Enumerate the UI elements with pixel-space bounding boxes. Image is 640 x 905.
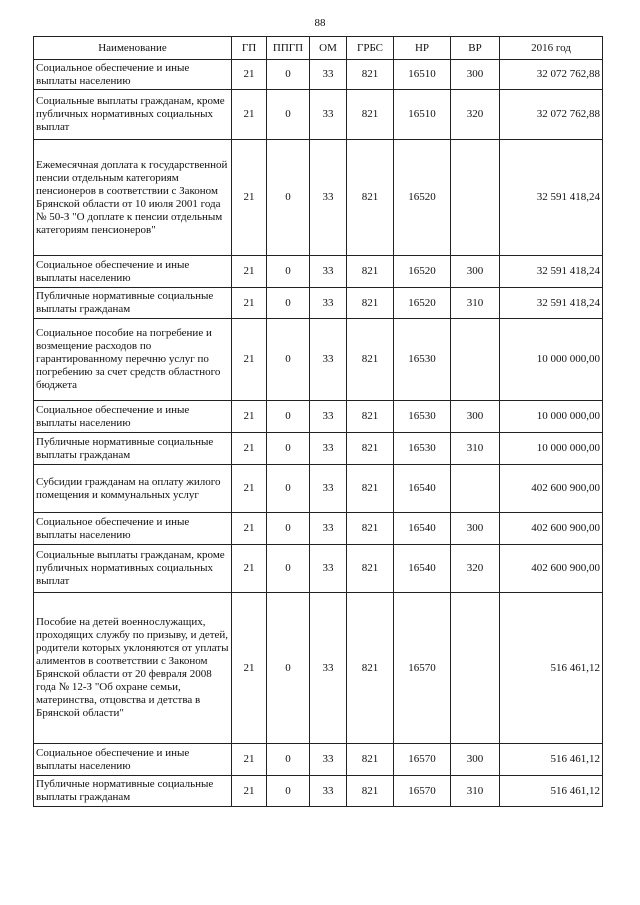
row-amount: 402 600 900,00 [500,513,603,545]
row-ppgp: 0 [267,776,310,807]
table-row [34,288,603,319]
row-vr [451,319,500,401]
row-amount: 516 461,12 [500,593,603,744]
header-om: ОМ [310,37,347,60]
row-ppgp: 0 [267,401,310,433]
row-amount: 10 000 000,00 [500,433,603,465]
row-amount: 10 000 000,00 [500,319,603,401]
row-grbs: 821 [347,288,394,319]
header-nr: НР [394,37,451,60]
row-nr: 16530 [394,401,451,433]
row-name: Субсидии гражданам на оплату жилого помещения и коммунальных услуг [34,465,232,513]
table-row [34,319,603,401]
row-om: 33 [310,465,347,513]
row-nr: 16540 [394,513,451,545]
row-om: 33 [310,140,347,256]
row-om: 33 [310,545,347,593]
row-nr: 16530 [394,433,451,465]
row-name: Пособие на детей военнослужащих, проходящих службу по призыву, и детей, родители которых уклоняются от уплаты алиментов в соответствии с Законом Брянской области от 20 февраля 2008 года № 12-З "Об охране семьи, материнства, отцовства и детства в Брянской области" [34,593,232,744]
budget-table [33,36,603,807]
row-name: Публичные нормативные социальные выплаты гражданам [34,776,232,807]
row-vr: 310 [451,288,500,319]
row-name: Социальное обеспечение и иные выплаты населению [34,256,232,288]
row-vr: 310 [451,433,500,465]
row-name: Публичные нормативные социальные выплаты гражданам [34,288,232,319]
row-vr: 320 [451,545,500,593]
row-grbs: 821 [347,513,394,545]
row-vr: 300 [451,401,500,433]
row-amount: 32 072 762,88 [500,60,603,90]
row-vr: 300 [451,256,500,288]
row-om: 33 [310,776,347,807]
row-nr: 16540 [394,465,451,513]
row-grbs: 821 [347,90,394,140]
row-grbs: 821 [347,319,394,401]
row-vr: 300 [451,744,500,776]
row-amount: 516 461,12 [500,744,603,776]
row-gp: 21 [232,256,267,288]
row-name: Социальное обеспечение и иные выплаты населению [34,744,232,776]
row-grbs: 821 [347,744,394,776]
row-vr [451,593,500,744]
table-row [34,776,603,807]
row-nr: 16570 [394,593,451,744]
row-ppgp: 0 [267,744,310,776]
table-row [34,401,603,433]
header-name: Наименование [34,37,232,60]
row-ppgp: 0 [267,288,310,319]
row-nr: 16570 [394,776,451,807]
table-row [34,60,603,90]
row-grbs: 821 [347,776,394,807]
table-row [34,744,603,776]
row-amount: 516 461,12 [500,776,603,807]
row-amount: 402 600 900,00 [500,465,603,513]
row-vr: 300 [451,513,500,545]
row-grbs: 821 [347,60,394,90]
row-ppgp: 0 [267,513,310,545]
row-om: 33 [310,744,347,776]
row-om: 33 [310,401,347,433]
row-name: Социальное обеспечение и иные выплаты населению [34,401,232,433]
row-gp: 21 [232,776,267,807]
page-number: 88 [314,17,326,29]
row-nr: 16530 [394,319,451,401]
row-gp: 21 [232,465,267,513]
row-gp: 21 [232,593,267,744]
row-nr: 16510 [394,60,451,90]
row-ppgp: 0 [267,433,310,465]
row-grbs: 821 [347,256,394,288]
row-name: Социальное обеспечение и иные выплаты населению [34,60,232,90]
row-name: Социальное обеспечение и иные выплаты населению [34,513,232,545]
row-om: 33 [310,513,347,545]
table-row [34,256,603,288]
table-row [34,433,603,465]
row-amount: 32 072 762,88 [500,90,603,140]
row-om: 33 [310,60,347,90]
row-ppgp: 0 [267,465,310,513]
row-ppgp: 0 [267,140,310,256]
row-ppgp: 0 [267,256,310,288]
row-nr: 16540 [394,545,451,593]
header-ppgp: ППГП [267,37,310,60]
row-nr: 16520 [394,140,451,256]
row-name: Публичные нормативные социальные выплаты гражданам [34,433,232,465]
row-nr: 16520 [394,256,451,288]
row-ppgp: 0 [267,319,310,401]
row-name: Социальные выплаты гражданам, кроме публичных нормативных социальных выплат [34,545,232,593]
row-name: Социальные выплаты гражданам, кроме публичных нормативных социальных выплат [34,90,232,140]
row-gp: 21 [232,90,267,140]
row-ppgp: 0 [267,90,310,140]
row-amount: 32 591 418,24 [500,140,603,256]
row-ppgp: 0 [267,593,310,744]
row-ppgp: 0 [267,60,310,90]
row-name: Ежемесячная доплата к государственной пенсии отдельным категориям пенсионеров в соответствии с Законом Брянской области от 10 июля 2001 года № 50-З "О доплате к пенсии отдельным категориям пенсионеров" [34,140,232,256]
row-gp: 21 [232,433,267,465]
row-nr: 16570 [394,744,451,776]
row-gp: 21 [232,401,267,433]
row-om: 33 [310,319,347,401]
row-amount: 32 591 418,24 [500,256,603,288]
table-row [34,90,603,140]
row-om: 33 [310,90,347,140]
table-row [34,545,603,593]
row-vr: 320 [451,90,500,140]
row-amount: 32 591 418,24 [500,288,603,319]
row-vr [451,140,500,256]
table-row [34,513,603,545]
row-om: 33 [310,433,347,465]
row-gp: 21 [232,60,267,90]
row-grbs: 821 [347,545,394,593]
row-amount: 402 600 900,00 [500,545,603,593]
row-vr: 300 [451,60,500,90]
table-header-row [34,37,603,60]
row-vr [451,465,500,513]
row-gp: 21 [232,140,267,256]
row-name: Социальное пособие на погребение и возмещение расходов по гарантированному перечню услуг по погребению за счет средств областного бюджета [34,319,232,401]
row-om: 33 [310,256,347,288]
row-amount: 10 000 000,00 [500,401,603,433]
row-ppgp: 0 [267,545,310,593]
table-row [34,593,603,744]
row-gp: 21 [232,744,267,776]
row-nr: 16520 [394,288,451,319]
header-vr: ВР [451,37,500,60]
row-gp: 21 [232,319,267,401]
header-grbs: ГРБС [347,37,394,60]
table-row [34,140,603,256]
row-gp: 21 [232,545,267,593]
header-gp: ГП [232,37,267,60]
row-vr: 310 [451,776,500,807]
row-grbs: 821 [347,433,394,465]
row-om: 33 [310,593,347,744]
row-gp: 21 [232,288,267,319]
row-grbs: 821 [347,401,394,433]
row-grbs: 821 [347,593,394,744]
row-grbs: 821 [347,465,394,513]
row-nr: 16510 [394,90,451,140]
row-grbs: 821 [347,140,394,256]
header-year: 2016 год [500,37,603,60]
row-gp: 21 [232,513,267,545]
row-om: 33 [310,288,347,319]
table-row [34,465,603,513]
